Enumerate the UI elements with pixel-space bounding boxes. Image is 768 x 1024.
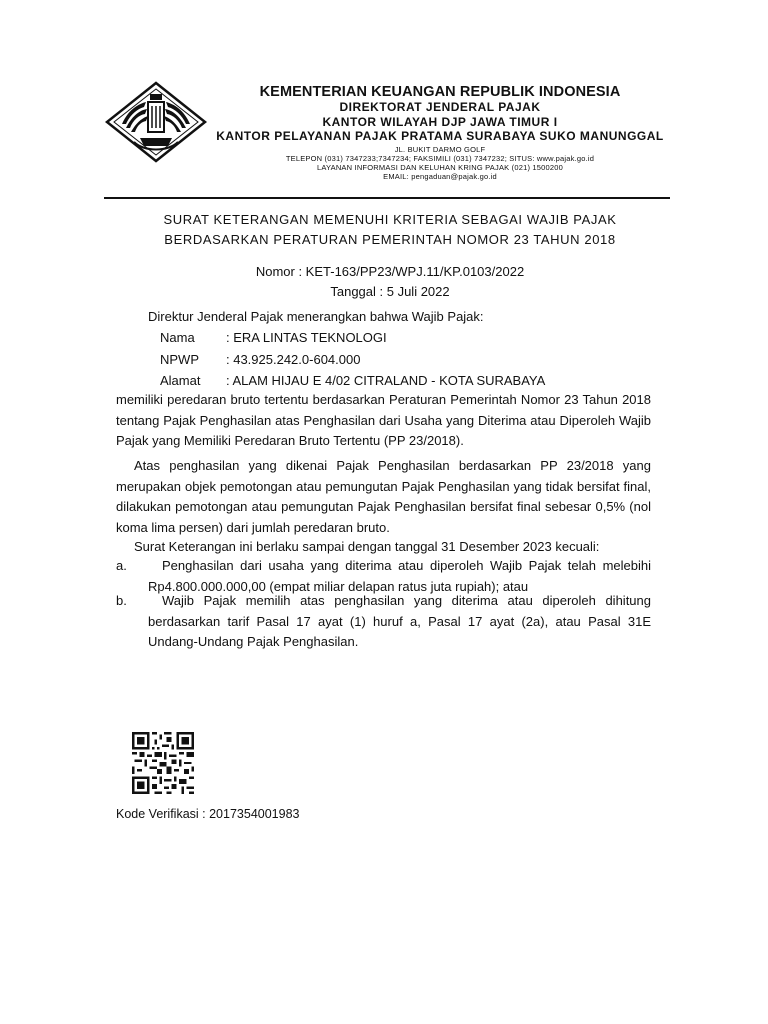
taxpayer-address-label: Alamat [160, 373, 201, 388]
title-line-2: BERDASARKAN PERATURAN PEMERINTAH NOMOR 23 TAHUN 2018 [164, 232, 616, 247]
office-service-line: LAYANAN INFORMASI DAN KELUHAN KRING PAJAK (021) 1500200 [316, 162, 564, 172]
intro-text: Direktur Jenderal Pajak menerangkan bahwa Wajib Pajak: [148, 309, 484, 324]
document-title [100, 210, 680, 250]
condition-text-b: Wajib Pajak memilih atas penghasilan yang diterima atau diperoleh dihitung berdasarkan tarif Pasal 17 ayat (1) huruf a, Pasal 17 ayat (2a), atau Pasal 31E Undang-Undang Pajak Penghasilan. [148, 593, 651, 649]
service-office-name: KANTOR PELAYANAN PAJAK PRATAMA SURABAYA SUKO MANUNGGAL [216, 129, 664, 143]
paragraph-final-tax: Atas penghasilan yang dikenai Pajak Penghasilan berdasarkan PP 23/2018 yang merupakan objek pemotongan atau pemungutan Pajak Penghasilan yang tidak bersifat final, dilakukan pemotongan atau pemungutan Pajak Penghasilan bersifat final sebesar 0,5% (nol koma lima persen) dari jumlah peredaran bruto. [116, 458, 651, 535]
condition-marker-a: a. [116, 558, 127, 573]
document-date: Tanggal : 5 Juli 2022 [330, 284, 450, 299]
qr-code-icon [132, 732, 194, 794]
condition-marker-b: b. [116, 593, 127, 608]
document-reference [100, 262, 680, 302]
taxpayer-name-row [160, 327, 545, 349]
taxpayer-npwp-label: NPWP [160, 351, 199, 367]
condition-text-a: Penghasilan dari usaha yang diterima atau diperoleh Wajib Pajak telah melebihi Rp4.800.000.000,00 (empat miliar delapan ratus juta rupiah); atau [148, 558, 651, 594]
taxpayer-name-label: Nama [160, 330, 195, 345]
taxpayer-address-value: : ALAM HIJAU E 4/02 CITRALAND - KOTA SURABAYA [226, 373, 546, 388]
ministry-name: KEMENTERIAN KEUANGAN REPUBLIK INDONESIA [259, 84, 621, 100]
ministry-of-finance-emblem-icon [104, 80, 208, 164]
directorate-name: DIREKTORAT JENDERAL PAJAK [339, 100, 541, 114]
office-email: EMAIL: pengaduan@pajak.go.id [383, 171, 497, 181]
taxpayer-name-value: : ERA LINTAS TEKNOLOGI [226, 330, 387, 345]
taxpayer-npwp-value: : 43.925.242.0-604.000 [226, 351, 361, 367]
regional-office-name: KANTOR WILAYAH DJP JAWA TIMUR I [322, 114, 558, 129]
title-line-1: SURAT KETERANGAN MEMENUHI KRITERIA SEBAGAI WAJIB PAJAK [163, 212, 617, 227]
letterhead [210, 84, 670, 181]
paragraph-criteria: memiliki peredaran bruto tertentu berdasarkan Peraturan Pemerintah Nomor 23 Tahun 2018 tentang Pajak Penghasilan atas Penghasilan dari Usaha yang Diterima atau Diperoleh Wajib Pajak yang Memiliki Peredaran Bruto Tertentu (PP 23/2018). [116, 392, 651, 448]
office-contact: TELEPON (031) 7347233;7347234; FAKSIMILI (031) 7347232; SITUS: www.pajak.go.id [285, 153, 595, 163]
taxpayer-npwp-row [160, 349, 545, 371]
taxpayer-details [160, 327, 545, 392]
verification-code: Kode Verifikasi : 2017354001983 [116, 807, 300, 821]
taxpayer-address-row [160, 370, 545, 392]
office-street: JL. BUKIT DARMO GOLF [394, 144, 486, 154]
letterhead-divider [104, 197, 670, 199]
paragraph-validity: Surat Keterangan ini berlaku sampai dengan tanggal 31 Desember 2023 kecuali: [134, 539, 600, 554]
document-number: Nomor : KET-163/PP23/WPJ.11/KP.0103/2022 [255, 264, 525, 279]
